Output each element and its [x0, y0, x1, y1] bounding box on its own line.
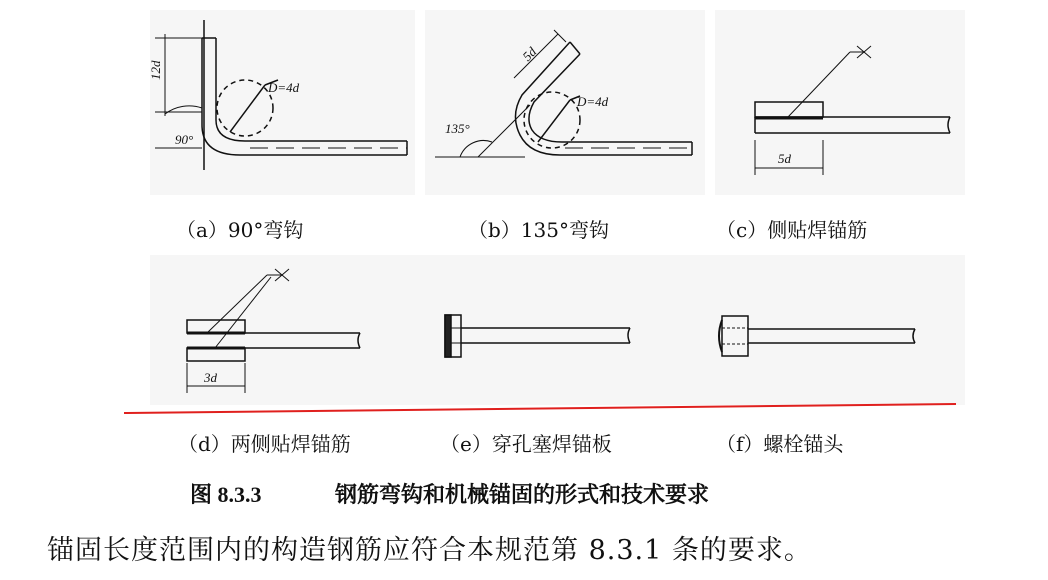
- caption-d: （d）两侧贴焊锚筋: [178, 432, 351, 456]
- plug-weld-plate-diagram: [435, 310, 645, 370]
- figure-title-text: 钢筋弯钩和机械锚固的形式和技术要求: [335, 482, 710, 508]
- double-side-weld-length-label: 3d: [204, 370, 217, 385]
- hook-90-length-label: 12d: [148, 60, 163, 80]
- body-paragraph: 锚固长度范围内的构造钢筋应符合本规范第 8.3.1 条的要求。: [47, 535, 812, 566]
- caption-a: （a）90°弯钩: [176, 218, 304, 242]
- side-weld-diagram: [740, 40, 960, 180]
- caption-b: （b）135°弯钩: [468, 218, 609, 242]
- figure-number: 图 8.3.3: [190, 482, 262, 507]
- figure-title: [190, 478, 709, 509]
- hook-90-diagram: [150, 20, 420, 200]
- hook-135-diameter-label: D=4d: [577, 94, 609, 109]
- hook-90-angle-label: 90°: [175, 132, 194, 147]
- caption-e: （e）穿孔塞焊锚板: [440, 432, 612, 456]
- hook-135-diagram: [430, 20, 710, 200]
- double-side-weld-diagram: [175, 265, 375, 395]
- hook-90-diameter-label: D=4d: [268, 80, 300, 95]
- bolt-head-diagram: [710, 310, 925, 370]
- hook-135-length-label: 5d: [519, 44, 540, 64]
- caption-f: （f）螺栓锚头: [716, 432, 844, 456]
- side-weld-length-label: 5d: [778, 151, 791, 166]
- hook-135-angle-label: 135°: [445, 121, 470, 136]
- red-rule-line: [120, 400, 960, 416]
- caption-c: （c）侧贴焊锚筋: [716, 218, 868, 242]
